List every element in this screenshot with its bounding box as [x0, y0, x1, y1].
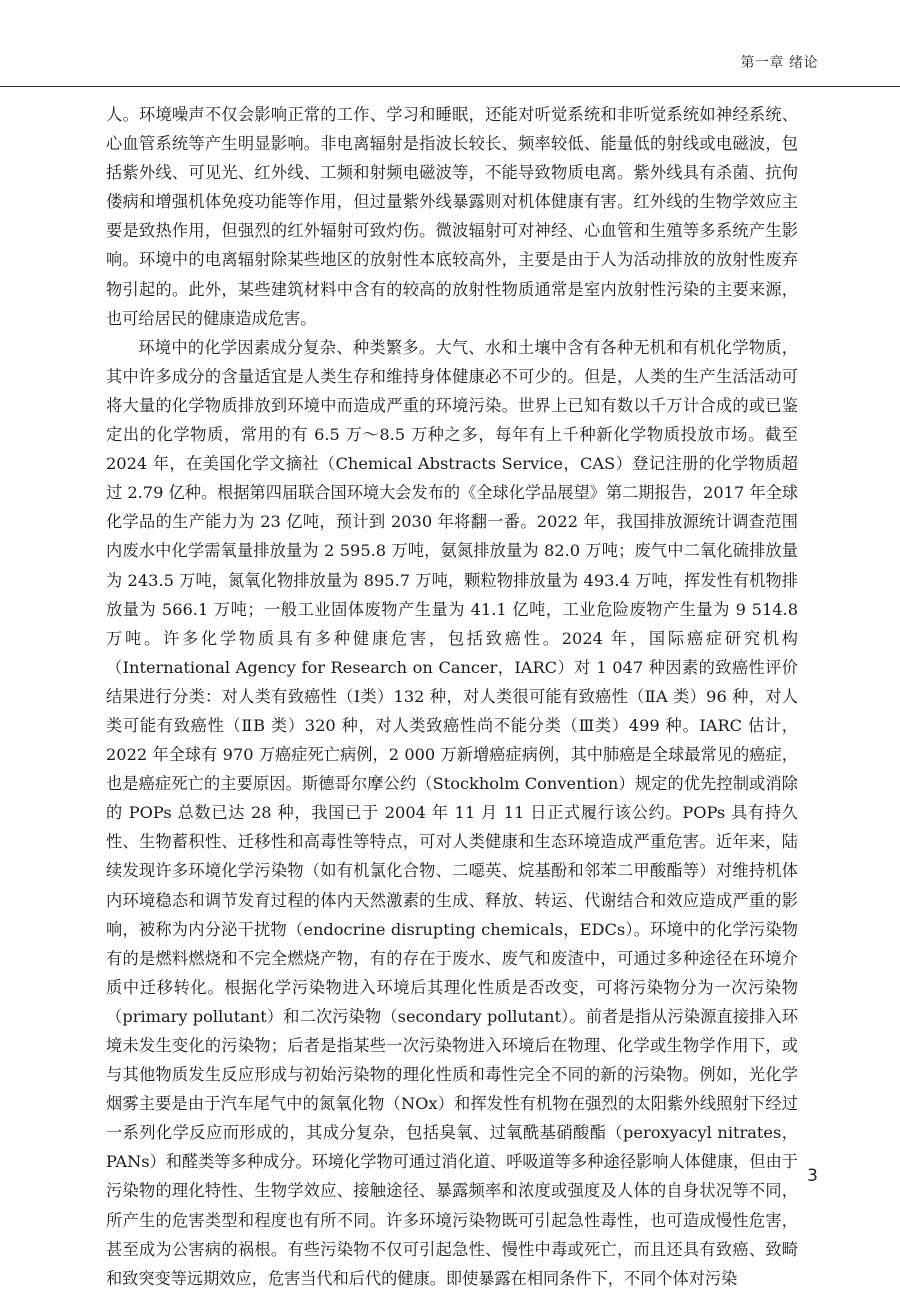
header-rule — [0, 86, 900, 87]
paragraph-continuation: 人。环境噪声不仅会影响正常的工作、学习和睡眠，还能对听觉系统和非听觉系统如神经系统、心血管系统等产生明显影响。非电离辐射是指波长较长、频率较低、能量低的射线或电磁波，包括紫外线、可见光、红外线、工频和射频电磁波等，不能导致物质电离。紫外线具有杀菌、抗佝偻病和增强机体免疫功能等作用，但过量紫外线暴露则对机体健康有害。红外线的生物学效应主要是致热作用，但强烈的红外辐射可致灼伤。微波辐射可对神经、心血管和生殖等多系统产生影响。环境中的电离辐射除某些地区的放射性本底较高外，主要是由于人为活动排放的放射性废弃物引起的。此外，某些建筑材料中含有的较高的放射性物质通常是室内放射性污染的主要来源，也可给居民的健康造成危害。 — [106, 105, 798, 328]
page-number: 3 — [807, 1166, 818, 1186]
running-header: 第一章 绪论 — [740, 55, 818, 71]
paragraph-chemical-factors: 环境中的化学因素成分复杂、种类繁多。大气、水和土壤中含有各种无机和有机化学物质，其中许多成分的含量适宜是人类生存和维持身体健康必不可少的。但是，人类的生产生活活动可将大量的化学物质排放到环境中而造成严重的环境污染。世界上已知有数以千万计合成的或已鉴定出的化学物质，常用的有 6.5 万～8.5 万种之多，每年有上千种新化学物质投放市场。截至 2024 年，在美国化学文摘社（Chemical Abstracts Service，CAS）登记注册的化学物质超过 2.79 亿种。根据第四届联合国环境大会发布的《全球化学品展望》第二期报告，2017 年全球化学品的生产能力为 23 亿吨，预计到 2030 年将翻一番。2022 年，我国排放源统计调查范围内废水中化学需氧量排放量为 2 595.8 万吨，氨氮排放量为 82.0 万吨；废气中二氧化硫排放量为 243.5 万吨，氮氧化物排放量为 895.7 万吨，颗粒物排放量为 493.4 万吨，挥发性有机物排放量为 566.1 万吨；一般工业固体废物产生量为 41.1 亿吨，工业危险废物产生量为 9 514.8 万吨。许多化学物质具有多种健康危害，包括致癌性。2024 年，国际癌症研究机构（International Agency for Research on Cancer，IARC）对 1 047 种因素的致癌性评价结果进行分类：对人类有致癌性（Ⅰ类）132 种，对人类很可能有致癌性（ⅡA 类）96 种，对人类可能有致癌性（ⅡB 类）320 种，对人类致癌性尚不能分类（Ⅲ类）499 种。IARC 估计，2022 年全球有 970 万癌症死亡病例，2 000 万新增癌症病例，其中肺癌是全球最常见的癌症，也是癌症死亡的主要原因。斯德哥尔摩公约（Stockholm Convention）规定的优先控制或消除的 POPs 总数已达 28 种，我国已于 2004 年 11 月 11 日正式履行该公约。POPs 具有持久性、生物蓄积性、迁移性和高毒性等特点，可对人类健康和生态环境造成严重危害。近年来，陆续发现许多环境化学污染物（如有机氯化合物、二噁英、烷基酚和邻苯二甲酸酯等）对维持机体内环境稳态和调节发育过程的体内天然激素的生成、释放、转运、代谢结合和效应造成严重的影响，被称为内分泌干扰物（endocrine disrupting chemicals，EDCs）。环境中的化学污染物有的是燃料燃烧和不完全燃烧产物，有的存在于废水、废气和废渣中，可通过多种途径在环境介质中迁移转化。根据化学污染物进入环境后其理化性质是否改变，可将污染物分为一次污染物（primary pollutant）和二次污染物（secondary pollutant）。前者是指从污染源直接排入环境未发生变化的污染物；后者是指某些一次污染物进入环境后在物理、化学或生物学作用下，或与其他物质发生反应形成与初始污染物的理化性质和毒性完全不同的新的污染物。例如，光化学烟雾主要是由于汽车尾气中的氮氧化物（NOx）和挥发性有机物在强烈的太阳紫外线照射下经过一系列化学反应而形成的，其成分复杂，包括臭氧、过氧酰基硝酸酯（peroxyacyl nitrates，PANs）和醛类等多种成分。环境化学物可通过消化道、呼吸道等多种途径影响人体健康，但由于污染物的理化特性、生物学效应、接触途径、暴露频率和浓度或强度及人体的自身状况等不同，所产生的危害类型和程度也有所不同。许多环境污染物既可引起急性毒性，也可造成慢性危害，甚至成为公害病的祸根。有些污染物不仅可引起急性、慢性中毒或死亡，而且还具有致癌、致畸和致突变等远期效应，危害当代和后代的健康。即使暴露在相同条件下，不同个体对污染 — [106, 337, 798, 1288]
body-text — [106, 100, 798, 1293]
